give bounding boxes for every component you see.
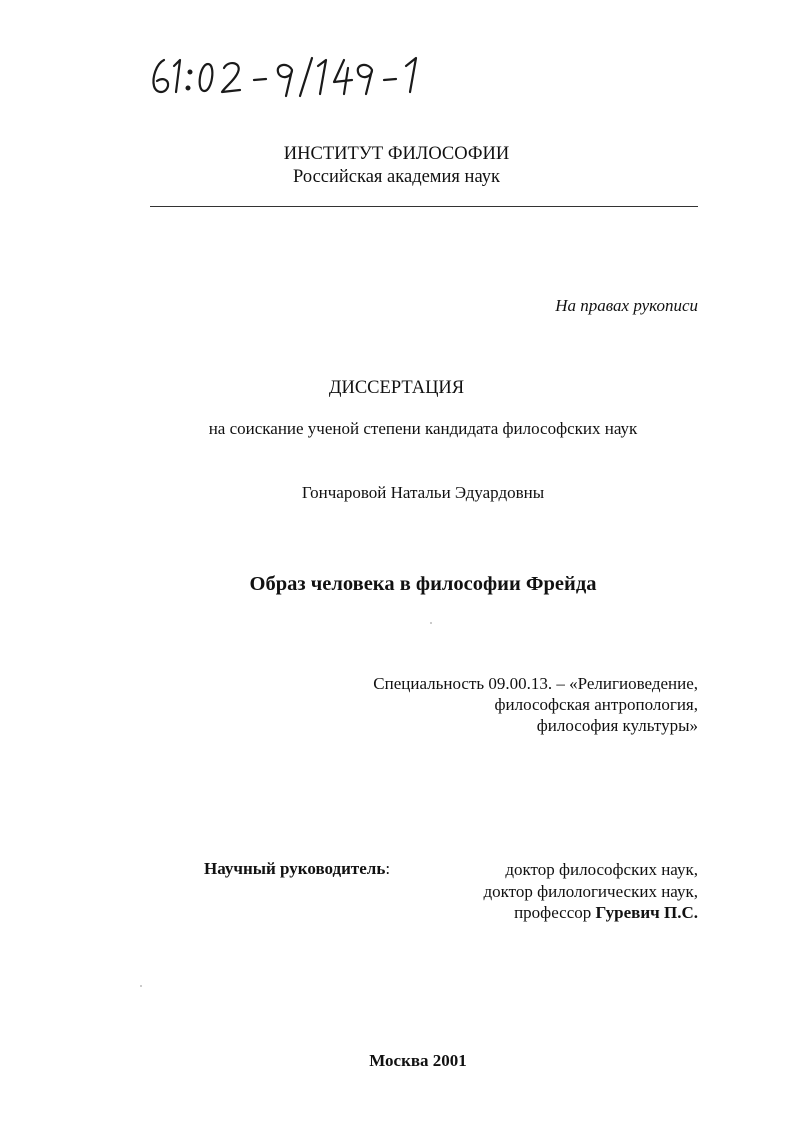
author-name: Гончаровой Натальи Эдуардовны	[301, 483, 545, 502]
handwritten-archive-code	[150, 50, 450, 102]
header-divider	[150, 206, 698, 207]
scan-speck	[140, 985, 142, 987]
specialty-block	[373, 673, 698, 736]
city-year: Москва 2001	[369, 1051, 467, 1070]
dissertation-title: Образ человека в философии Фрейда	[249, 573, 597, 595]
specialty-line-2: философская антропология,	[494, 695, 698, 714]
rights-note: На правах рукописи	[555, 296, 698, 315]
document-type: ДИССЕРТАЦИЯ	[328, 378, 465, 398]
scan-speck	[430, 622, 432, 624]
institute-header	[0, 143, 793, 189]
institute-name: ИНСТИТУТ ФИЛОСОФИИ	[283, 144, 510, 164]
supervisor-label-text: Научный руководитель	[204, 859, 386, 878]
supervisor-title-line	[483, 902, 698, 924]
supervisor-label-colon: :	[385, 859, 391, 878]
specialty-line-1: Специальность 09.00.13. – «Религиоведение,	[373, 674, 698, 693]
degree-line: на соискание ученой степени кандидата философских наук	[208, 419, 638, 438]
supervisor-info	[483, 859, 698, 924]
supervisor-rank: профессор	[514, 903, 592, 922]
supervisor-degree-2: доктор филологических наук,	[483, 881, 698, 901]
academy-name: Российская академия наук	[293, 167, 500, 187]
supervisor-name: Гуревич П.С.	[595, 903, 698, 922]
supervisor-degree-1: доктор философских наук,	[505, 860, 698, 879]
supervisor-label	[204, 859, 390, 879]
specialty-line-3: философия культуры»	[536, 716, 698, 735]
